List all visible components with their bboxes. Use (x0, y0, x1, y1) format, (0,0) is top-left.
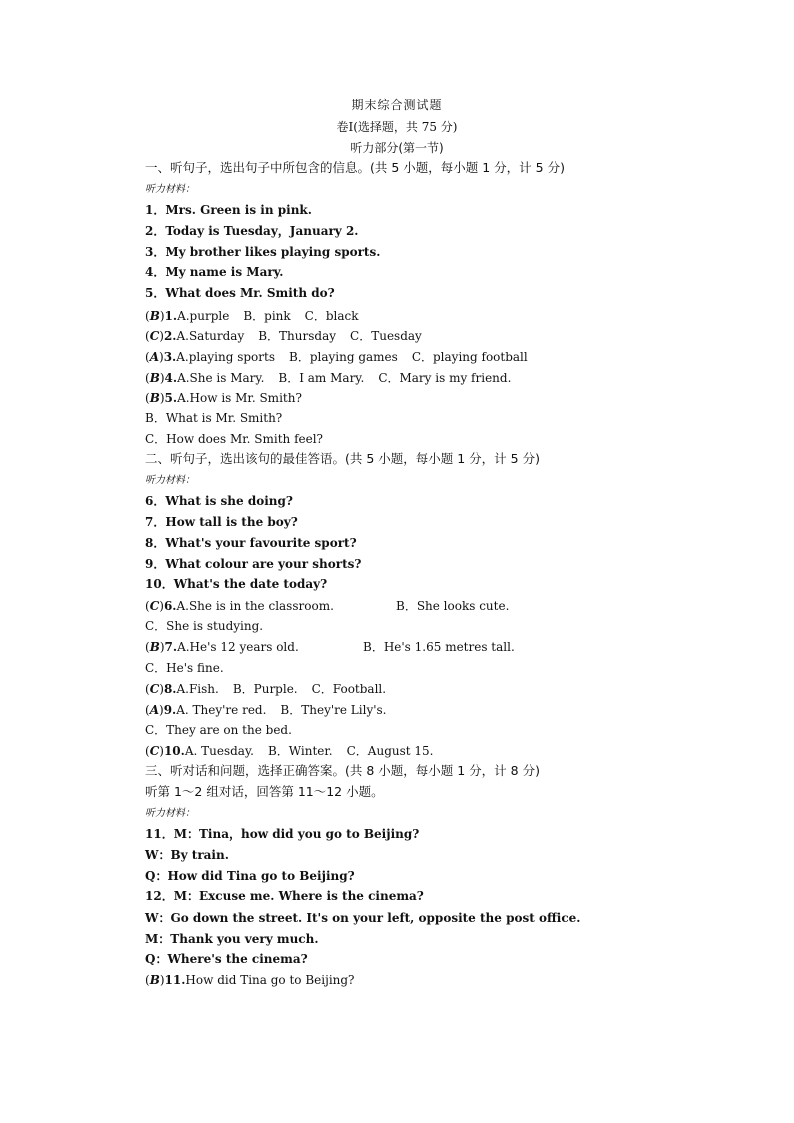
answer-letter: A (149, 350, 159, 364)
material-label: 听力材料： (145, 475, 195, 486)
question-number: 9. (163, 703, 177, 717)
answer-letter: B (149, 973, 160, 987)
question-row: (A)9.A. They're red. B．They're Lily's. (145, 703, 387, 717)
option-c: C．black (304, 309, 359, 323)
question-row: (B)4.A.She is Mary. B．I am Mary. C．Mary is my friend. (145, 371, 512, 385)
option-a: A.Saturday (176, 329, 245, 343)
option-a: A.He's 12 years old. (177, 640, 299, 654)
question-row: (B)7.A.He's 12 years old. (145, 640, 299, 654)
listening-sentence: 3．My brother likes playing sports. (145, 245, 381, 259)
answer-letter: B (149, 640, 160, 654)
question-number: 2. (163, 329, 177, 343)
material-label: 听力材料： (145, 184, 195, 195)
question-row: (B)5.A.How is Mr. Smith? (145, 391, 302, 405)
material-label: 听力材料： (145, 808, 195, 819)
listening-sentence: 6．What is she doing? (145, 494, 293, 508)
question-row: (C)6.A.She is in the classroom. (145, 599, 334, 613)
question-row: (C)2.A.Saturday B．Thursday C．Tuesday (145, 329, 422, 343)
option-c: C．How does Mr. Smith feel? (145, 432, 323, 446)
listening-part-heading: 听力部分(第一节) (350, 141, 444, 155)
answer-letter: B (149, 371, 160, 385)
listening-sentence: 2．Today is Tuesday，January 2. (145, 224, 359, 238)
dialog-line: Q：How did Tina go to Beijing? (145, 869, 355, 883)
dialog-line: W：By train. (145, 848, 229, 862)
question-number: 5. (164, 391, 178, 405)
answer-letter: C (149, 682, 160, 696)
listening-sentence: 10．What's the date today? (145, 577, 328, 591)
listening-sentence: 9．What colour are your shorts? (145, 557, 362, 571)
option-a: A.She is in the classroom. (176, 599, 334, 613)
question-row: (C)10.A. Tuesday. B．Winter. C．August 15. (145, 744, 434, 758)
answer-letter: B (149, 391, 160, 405)
option-a: A.purple (177, 309, 230, 323)
dialog-line: W：Go down the street. It's on your left, opposite the post office. (145, 911, 581, 925)
dialog-line: 12．M：Excuse me. Where is the cinema? (145, 889, 424, 903)
question-number: 7. (164, 640, 178, 654)
volume-heading: 卷Ⅰ(选择题，共 75 分) (336, 120, 458, 134)
question-row: (B)11.How did Tina go to Beijing? (145, 973, 355, 987)
section-heading: 一、听句子，选出句子中所包含的信息。(共 5 小题，每小题 1 分，计 5 分) (145, 160, 565, 175)
option-a: A.Fish. (176, 682, 219, 696)
option-b: B．I am Mary. (278, 371, 365, 385)
listening-sentence: 1．Mrs. Green is in pink. (145, 203, 312, 217)
option-c: C．Mary is my friend. (378, 371, 512, 385)
listening-sentence: 4．My name is Mary. (145, 265, 284, 279)
option-c: C．playing football (411, 350, 528, 364)
option-a: A.She is Mary. (177, 371, 265, 385)
question-number: 1. (164, 309, 178, 323)
section-instruction: 听第 1～2 组对话，回答第 11～12 小题。 (145, 784, 384, 799)
option-b: B．Winter. (267, 744, 333, 758)
answer-letter: C (149, 329, 160, 343)
option-b: B．pink (243, 309, 291, 323)
listening-sentence: 5．What does Mr. Smith do? (145, 286, 335, 300)
option-c: C．Football. (311, 682, 387, 696)
exam-title: 期末综合测试题 (351, 98, 443, 112)
option-b: B．What is Mr. Smith? (145, 411, 283, 425)
question-number: 10. (163, 744, 185, 758)
option-b: B．They're Lily's. (280, 703, 387, 717)
question-row: (C)8.A.Fish. B．Purple. C．Football. (145, 682, 387, 696)
option-c: C．He's fine. (145, 661, 224, 675)
option-c: C．They are on the bed. (145, 723, 292, 737)
section-heading: 三、听对话和问题，选择正确答案。(共 8 小题，每小题 1 分，计 8 分) (145, 763, 540, 778)
listening-sentence: 8．What's your favourite sport? (145, 536, 357, 550)
option-b: B．He's 1.65 metres tall. (363, 640, 515, 654)
option-b: B．Thursday (258, 329, 337, 343)
answer-letter: C (149, 744, 160, 758)
question-number: 11. (164, 973, 186, 987)
answer-letter: B (149, 309, 160, 323)
option-b: B．She looks cute. (396, 599, 510, 613)
option-b: B．Purple. (232, 682, 298, 696)
section-heading: 二、听句子，选出该句的最佳答语。(共 5 小题，每小题 1 分，计 5 分) (145, 451, 540, 466)
question-text: How did Tina go to Beijing? (185, 973, 355, 987)
dialog-line: M：Thank you very much. (145, 932, 319, 946)
option-a: A.playing sports (176, 350, 275, 364)
option-c: C．Tuesday (350, 329, 422, 343)
question-number: 3. (163, 350, 177, 364)
option-b: B．playing games (289, 350, 398, 364)
question-number: 4. (164, 371, 178, 385)
dialog-line: Q：Where's the cinema? (145, 952, 308, 966)
question-row: (A)3.A.playing sports B．playing games C．playing football (145, 350, 528, 364)
question-number: 6. (163, 599, 177, 613)
option-a: A. Tuesday. (184, 744, 254, 758)
option-c: C．August 15. (346, 744, 434, 758)
option-a: A.How is Mr. Smith? (177, 391, 302, 405)
answer-letter: C (149, 599, 160, 613)
answer-letter: A (149, 703, 159, 717)
dialog-line: 11．M：Tina，how did you go to Beijing? (145, 827, 420, 841)
question-row: (B)1.A.purple B．pink C．black (145, 309, 359, 323)
listening-sentence: 7．How tall is the boy? (145, 515, 298, 529)
option-a: A. They're red. (176, 703, 267, 717)
option-c: C．She is studying. (145, 619, 264, 633)
question-number: 8. (163, 682, 177, 696)
